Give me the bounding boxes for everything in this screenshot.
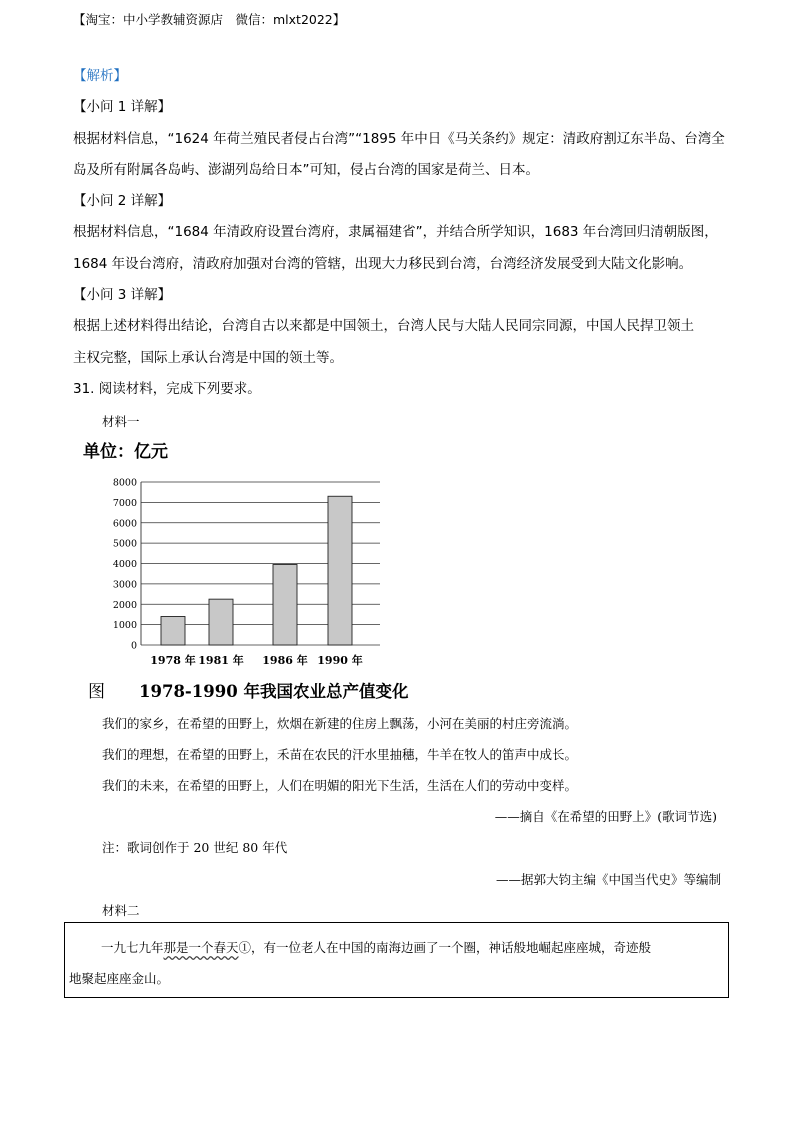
- chart-unit-label: 单位：亿元: [83, 442, 168, 462]
- lyric-line-2: 我们的理想，在希望的田野上，禾苗在农民的汗水里抽穗，牛羊在牧人的笛声中成长。: [102, 747, 578, 762]
- chart-x-ticks: [150, 653, 362, 667]
- lyrics-note: 注：歌词创作于 20 世纪 80 年代: [102, 840, 288, 855]
- y-tick-label-6000: 6000: [112, 518, 137, 530]
- x-tick-label-2: 1986 年: [262, 654, 308, 667]
- bar-3: [328, 496, 352, 645]
- bar-0: [161, 616, 185, 645]
- q1-heading: 【小问 1 详解】: [73, 99, 172, 115]
- analysis-heading: 【解析】: [73, 68, 127, 84]
- material-2-label: 材料二: [102, 903, 140, 918]
- page-header: 【淘宝：中小学教辅资源店 微信：mlxt2022】: [73, 12, 346, 27]
- agriculture-output-chart: [78, 433, 438, 707]
- chart-caption-prefix: 图: [88, 682, 105, 702]
- y-tick-label-0: 0: [130, 640, 137, 652]
- material-2-text-post: ，有一位老人在中国的南海边画了一个圈，神话般地崛起座座城，奇迹般: [251, 940, 652, 955]
- q3-heading: 【小问 3 详解】: [73, 287, 172, 303]
- chart-bars: [161, 496, 352, 645]
- q1-line-1: 根据材料信息，“1624 年荷兰殖民者侵占台湾”“1895 年中日《马关条约》规定：清政府割辽东半岛、台湾全: [73, 131, 725, 147]
- q2-line-1: 根据材料信息，“1684 年清政府设置台湾府，隶属福建省”，并结合所学知识，1683 年台湾回归清朝版图，: [73, 224, 718, 240]
- y-tick-label-1000: 1000: [112, 620, 137, 632]
- material-2-line-2: 地聚起座座金山。: [69, 971, 170, 986]
- bar-2: [273, 565, 297, 645]
- bar-1: [209, 599, 233, 645]
- question-31-prompt: 31. 阅读材料，完成下列要求。: [73, 381, 261, 397]
- q2-line-2: 1684 年设台湾府，清政府加强对台湾的管辖，出现大力移民到台湾，台湾经济发展受到大陆文化影响。: [73, 256, 693, 272]
- x-tick-label-3: 1990 年: [317, 654, 363, 667]
- x-tick-label-0: 1978 年: [150, 654, 196, 667]
- q1-line-2: 岛及所有附属各岛屿、澎湖列岛给日本”可知，侵占台湾的国家是荷兰、日本。: [73, 162, 539, 178]
- q2-heading: 【小问 2 详解】: [73, 193, 172, 209]
- y-tick-label-8000: 8000: [112, 477, 137, 489]
- compiled-source: ——据郭大钧主编《中国当代史》等编制: [495, 872, 721, 887]
- y-tick-label-4000: 4000: [112, 559, 137, 570]
- material-2-text-pre: 一九七九年: [101, 940, 164, 955]
- chart-y-ticks: [113, 478, 137, 652]
- q3-line-2: 主权完整，国际上承认台湾是中国的领土等。: [73, 350, 343, 366]
- material-2-box: [64, 922, 729, 998]
- lyric-line-3: 我们的未来，在希望的田野上，人们在明媚的阳光下生活，生活在人们的劳动中变样。: [102, 778, 578, 793]
- x-tick-label-1: 1981 年: [198, 654, 244, 667]
- material-2-wavy-phrase: 那是一个春天: [163, 940, 239, 955]
- y-tick-label-2000: 2000: [112, 599, 137, 611]
- material-2-line-1: [101, 938, 651, 956]
- footnote-marker: ①: [238, 940, 252, 955]
- chart-title: 1978-1990 年我国农业总产值变化: [139, 682, 409, 701]
- y-tick-label-5000: 5000: [112, 538, 137, 550]
- y-tick-label-7000: 7000: [112, 497, 137, 509]
- y-tick-label-3000: 3000: [112, 579, 137, 591]
- lyric-line-1: 我们的家乡，在希望的田野上，炊烟在新建的住房上飘荡，小河在美丽的村庄旁流淌。: [102, 716, 578, 731]
- lyrics-source: ——摘自《在希望的田野上》(歌词节选): [494, 809, 717, 824]
- q3-line-1: 根据上述材料得出结论，台湾自古以来都是中国领土，台湾人民与大陆人民同宗同源，中国人民捍卫领土: [73, 318, 694, 334]
- material-1-label: 材料一: [102, 414, 140, 429]
